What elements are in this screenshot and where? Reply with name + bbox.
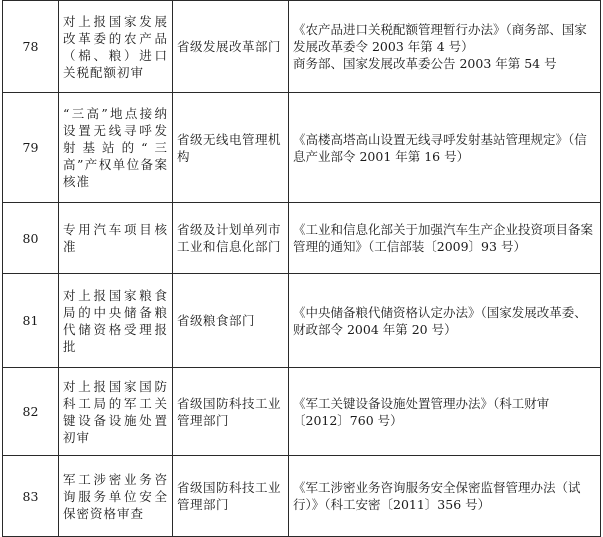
item-number: 81 [3, 274, 59, 368]
implementing-department: 省级粮食部门 [173, 274, 289, 368]
item-name: 对上报国家国防科工局的军工关键设备设施处置初审 [59, 368, 173, 456]
item-number: 83 [3, 456, 59, 537]
implementing-department: 省级国防科技工业管理部门 [173, 368, 289, 456]
basis-line: 《高楼高塔高山设置无线寻呼发射基站管理规定》（信息产业部令 2001 年第 16 号） [293, 131, 587, 164]
table-row [3, 368, 601, 456]
table-row [3, 1, 601, 93]
item-name: 对上报国家粮食局的中央储备粮代储资格受理报批 [59, 274, 173, 368]
item-number: 78 [3, 1, 59, 93]
implementing-department: 省级发展改革部门 [173, 1, 289, 93]
approval-items-table [2, 0, 601, 537]
implementing-department: 省级国防科技工业管理部门 [173, 456, 289, 537]
table-row [3, 93, 601, 203]
basis-line: 《工业和信息化部关于加强汽车生产企业投资项目备案管理的通知》（工信部装〔2009〕93 号） [293, 222, 594, 254]
basis-line: 《中央储备粮代储资格认定办法》（国家发展改革委、财政部令 2004 年第 20 号） [293, 304, 587, 337]
legal-basis [289, 456, 601, 537]
legal-basis [289, 203, 601, 274]
item-number: 82 [3, 368, 59, 456]
table-row [3, 274, 601, 368]
basis-line: 《军工涉密业务咨询服务安全保密监督管理办法（试行）》（科工安密〔2011〕356 号） [293, 480, 581, 512]
table-row [3, 203, 601, 274]
basis-line: 商务部、国家发展改革委公告 2003 年第 54 号 [293, 56, 557, 71]
implementing-department: 省级及计划单列市工业和信息化部门 [173, 203, 289, 274]
item-number: 80 [3, 203, 59, 274]
legal-basis [289, 93, 601, 203]
item-name: 对上报国家发展改革委的农产品（棉、粮）进口关税配额初审 [59, 1, 173, 93]
implementing-department: 省级无线电管理机构 [173, 93, 289, 203]
item-name: 专用汽车项目核准 [59, 203, 173, 274]
legal-basis [289, 274, 601, 368]
legal-basis [289, 368, 601, 456]
basis-line: 《军工关键设备设施处置管理办法》（科工财审〔2012〕760 号） [293, 395, 550, 428]
item-name: “三高”地点接纳设置无线寻呼发射基站的“三高”产权单位备案核准 [59, 93, 173, 203]
item-name: 军工涉密业务咨询服务单位安全保密资格审查 [59, 456, 173, 537]
basis-line: 《农产品进口关税配额管理暂行办法》（商务部、国家发展改革委令 2003 年第 4 号） [293, 22, 587, 54]
legal-basis [289, 1, 601, 93]
table-row [3, 456, 601, 537]
item-number: 79 [3, 93, 59, 203]
